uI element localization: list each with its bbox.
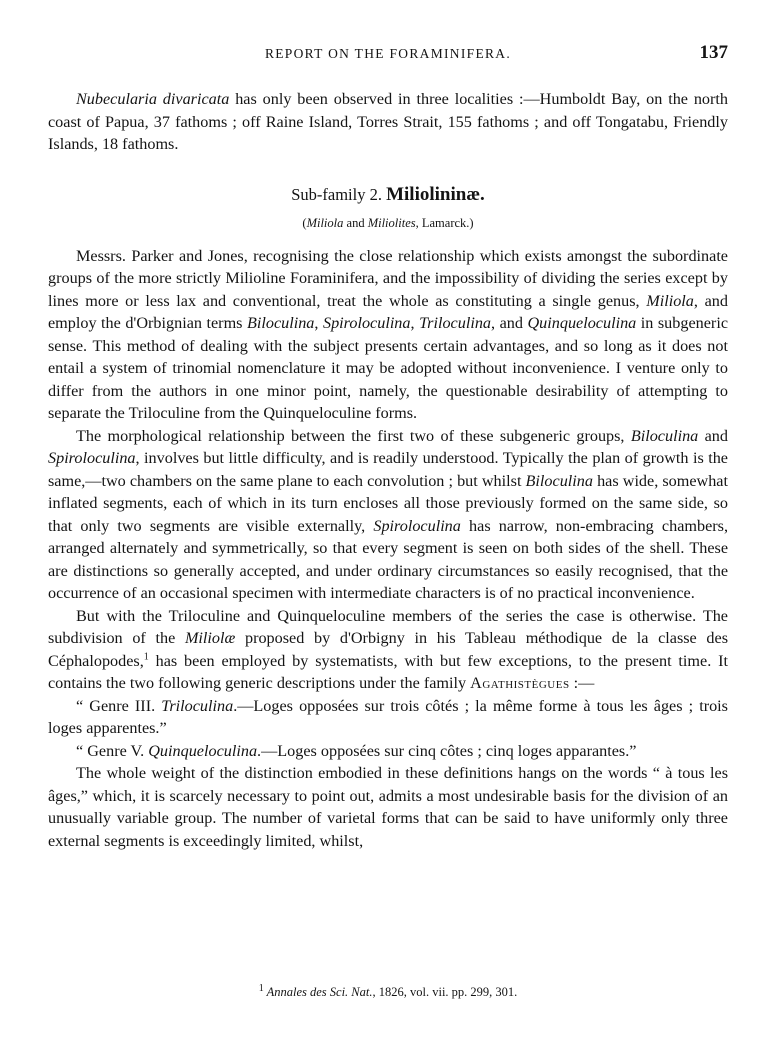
quote-genre-v: “ Genre V. Quinqueloculina.—Loges opposées sur cinq côtes ; cinq loges apparantes.”	[76, 741, 637, 760]
footnote	[48, 982, 728, 1000]
family-name: Agathistègues	[470, 674, 570, 692]
page-body	[48, 88, 728, 852]
paragraph-distinction: The whole weight of the distinction embodied in these definitions hangs on the words “ à tous les âges,” which, it is scarcely necessary to point out, admits a most undesirable basis for the division of an unusually variable group. The number of varietal forms that can be said to have uniformly only three external segments is exceedingly limited, whilst,	[48, 764, 728, 850]
page-number: 137	[699, 42, 728, 63]
footnote-text: , 1826, vol. vii. pp. 299, 301.	[372, 985, 518, 999]
page-header	[48, 42, 728, 66]
footnote-source: Annales des Sci. Nat.	[263, 985, 373, 999]
paragraph-morphology: The morphological relationship between the first two of these subgeneric groups, Biloculina and Spiroloculina, involves but little difficulty, and is readily understood. Typically the plan of growth is the same,—two chambers on the same plane to each convolution ; but whilst Biloculina has wide, somewhat inflated segments, each of which in its turn encloses all those previously formed on the same side, so that only two segments are visible externally, Spiroloculina has narrow, non-embracing chambers, arranged alternately and symmetrically, so that every segment is seen on both sides of the shell. These are distinctions so generally accepted, and under ordinary circumstances so easily recognised, that the occurrence of an occasional specimen with intermediate characters is of no practical inconvenience.	[48, 426, 728, 602]
synonym-miliolites: Miliolites	[367, 216, 416, 230]
paragraph-parker-jones: Messrs. Parker and Jones, recognising the close relationship which exists amongst the subordinate groups of the more strictly Milioline Foraminifera, and the impossibility of dividing the series except by lines more or less lax and conventional, treat the whole as constituting a single genus, Miliola, and employ the d'Orbignian terms Biloculina, Spiroloculina, Triloculina, and Quinqueloculina in subgeneric sense. This method of dealing with the subject presents certain advantages, and so long as it does not entail a system of trinomial nomenclature it may be adopted without inconvenience. I venture only to differ from the authors in one minor point, namely, the questionable desirability of attempting to separate the Triloculine from the Quinqueloculine forms.	[48, 246, 729, 422]
paragraph-triloculine: But with the Triloculine and Quinqueloculine members of the series the case is otherwise. The subdivision of the Miliolæ proposed by d'Orbigny in his Tableau méthodique de la classe des Céphalopodes,$^1$ has been employed by systematists, with but few exceptions, to the present time. It contains the two following generic descriptions under the family Agathistègues :—	[48, 606, 728, 692]
subfamily-heading	[48, 184, 728, 207]
taxon-name: Nubecularia divaricata	[76, 90, 230, 108]
intro-text: has only been observed in three localities :—Humboldt Bay, on the north coast of Papua, 37 fathoms ; off Raine Island, Torres Strait, 155 fathoms ; and off Tongatabu, Friendly Islands, 18 fathoms.	[48, 90, 729, 153]
running-title: REPORT ON THE FORAMINIFERA.	[264, 46, 512, 61]
synonym-miliola: Miliola	[306, 216, 344, 230]
quote-genre-iii: “ Genre III. Triloculina.—Loges opposées sur trois côtés ; la même forme à tous les âges ; trois loges apparentes.”	[48, 696, 728, 737]
subfamily-prefix: Sub-family 2.	[291, 184, 387, 204]
subfamily-synonyms: (Miliola and Miliolites, Lamarck.)	[302, 216, 474, 230]
footnote-number: 1	[258, 982, 264, 994]
footnote-marker: 1	[143, 651, 149, 663]
intro-paragraph	[48, 88, 728, 156]
subfamily-name: Miliolininæ.	[386, 183, 485, 205]
